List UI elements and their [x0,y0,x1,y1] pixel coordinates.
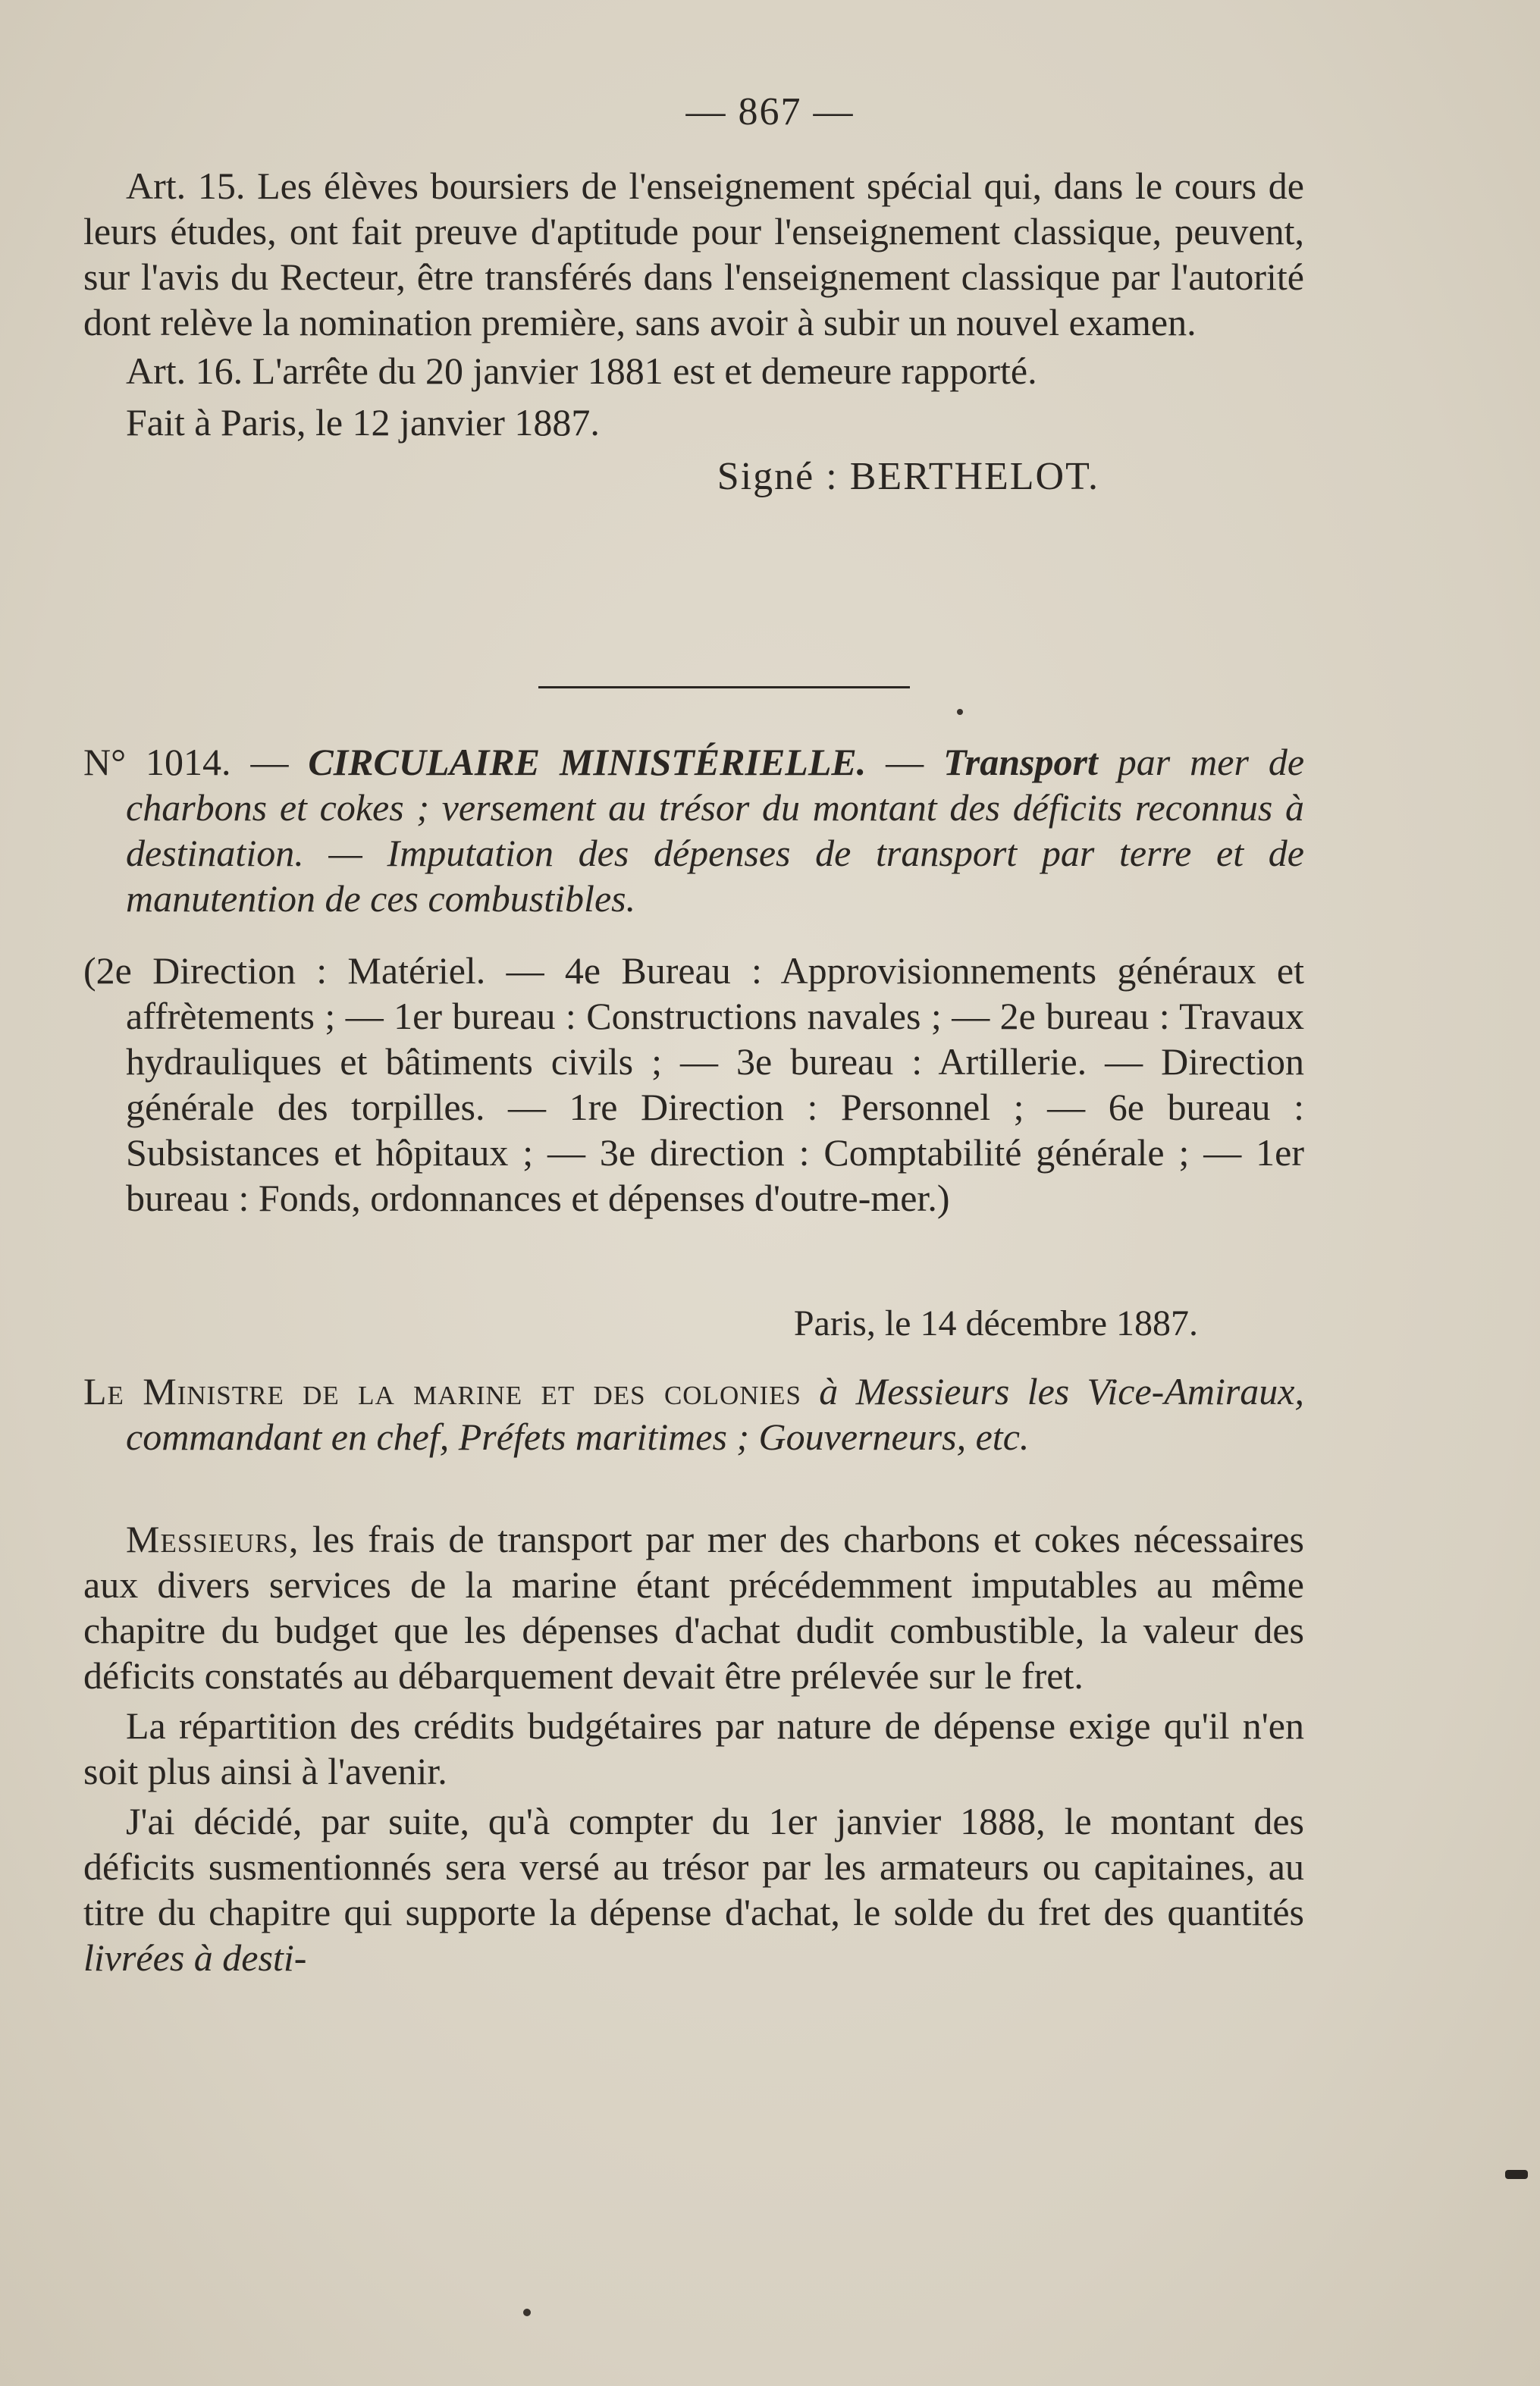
page-number: — 867 — [685,90,855,133]
scan-dot [957,709,963,715]
paragraph-3-text: J'ai décidé, par suite, qu'à compter du 1er janvier 1888, le montant des déficits susmentionnés sera versé au trésor par les armateurs ou capitaines, au titre du chapitre qui supporte la dépense d'achat, le solde du fret des quantités [83,1800,1304,1933]
circular-heading [83,739,1304,921]
date-section [83,1303,1304,1344]
circular-number: N° 1014. [83,741,231,783]
fait-line: Fait à Paris, le 12 janvier 1887. [126,401,600,444]
articles-section [83,163,1304,500]
circular-type: CIRCULAIRE MINISTÉRIELLE. [308,741,867,783]
recipients: à Messieurs les Vice-Amiraux, commandant en chef, Préfets maritimes ; Gouverneurs, etc. [126,1370,1304,1458]
dash: — [231,741,309,783]
scan-dot [523,2309,531,2316]
circular-subtitle: par mer de charbons et cokes ; versement au trésor du montant des déficits reconnus à destination. — Imputation des dépenses de transport par terre et de manutention de ces combustibles. [126,741,1305,920]
article-15 [83,163,1304,345]
scan-mark [1505,2170,1528,2179]
paragraph-3-italic: livrées à desti- [83,1936,307,1979]
circular-title-bold: Transport [943,741,1098,783]
sender: Le Ministre de la marine et des colonies [83,1370,801,1412]
circular-title [83,739,1304,921]
signature: Signé : BERTHELOT. [717,455,1099,498]
paragraph-3 [83,1798,1304,1980]
dash: — [866,741,944,783]
paragraph-2: La répartition des crédits budgétaires par nature de dépense exige qu'il n'en soit plus ainsi à l'avenir. [83,1704,1304,1792]
body-section [83,1516,1304,1980]
article-16 [83,348,1304,393]
separator-rule [538,686,910,693]
paragraph-1-text: les frais de transport par mer des charbons et cokes nécessaires aux divers services de la marine étant précédemment imputables au même chapitre du budget que les dépenses d'achat dudit combustible, la valeur des déficits constatés au débarquement devait être prélevée sur le fret. [83,1518,1304,1697]
date-line: Paris, le 14 décembre 1887. [793,1303,1198,1343]
article-15-label: Art. 15. [126,165,246,207]
salutation: Messieurs, [126,1518,300,1560]
article-16-label: Art. 16. [126,350,243,392]
article-16-text: L'arrête du 20 janvier 1881 est et demeure rapporté. [252,350,1037,392]
directions-text: (2e Direction : Matériel. — 4e Bureau : Approvisionnements généraux et affrètements ; — 1er bureau : Constructions navales ; — 2e bureau : Travaux hydrauliques et bâtiments civils ; — 3e bureau : Artillerie. — Direction générale des torpilles. — 1re Direction : Personnel ; — 6e bureau : Subsistances et hôpitaux ; — 3e direction : Comptabilité générale ; — 1er bureau : Fonds, ordonnances et dépenses d'outre-mer.) [83,949,1304,1219]
address-line [83,1369,1304,1460]
article-15-text: Les élèves boursiers de l'enseignement spécial qui, dans le cours de leurs études, ont fait preuve d'aptitude pour l'enseignement classique, peuvent, sur l'avis du Recteur, être transférés dans l'enseignement classique par l'autorité dont relève la nomination première, sans avoir à subir un nouvel examen. [83,165,1305,343]
paragraph-1 [83,1516,1304,1698]
directions-section [83,948,1304,1221]
address-section [83,1369,1304,1460]
